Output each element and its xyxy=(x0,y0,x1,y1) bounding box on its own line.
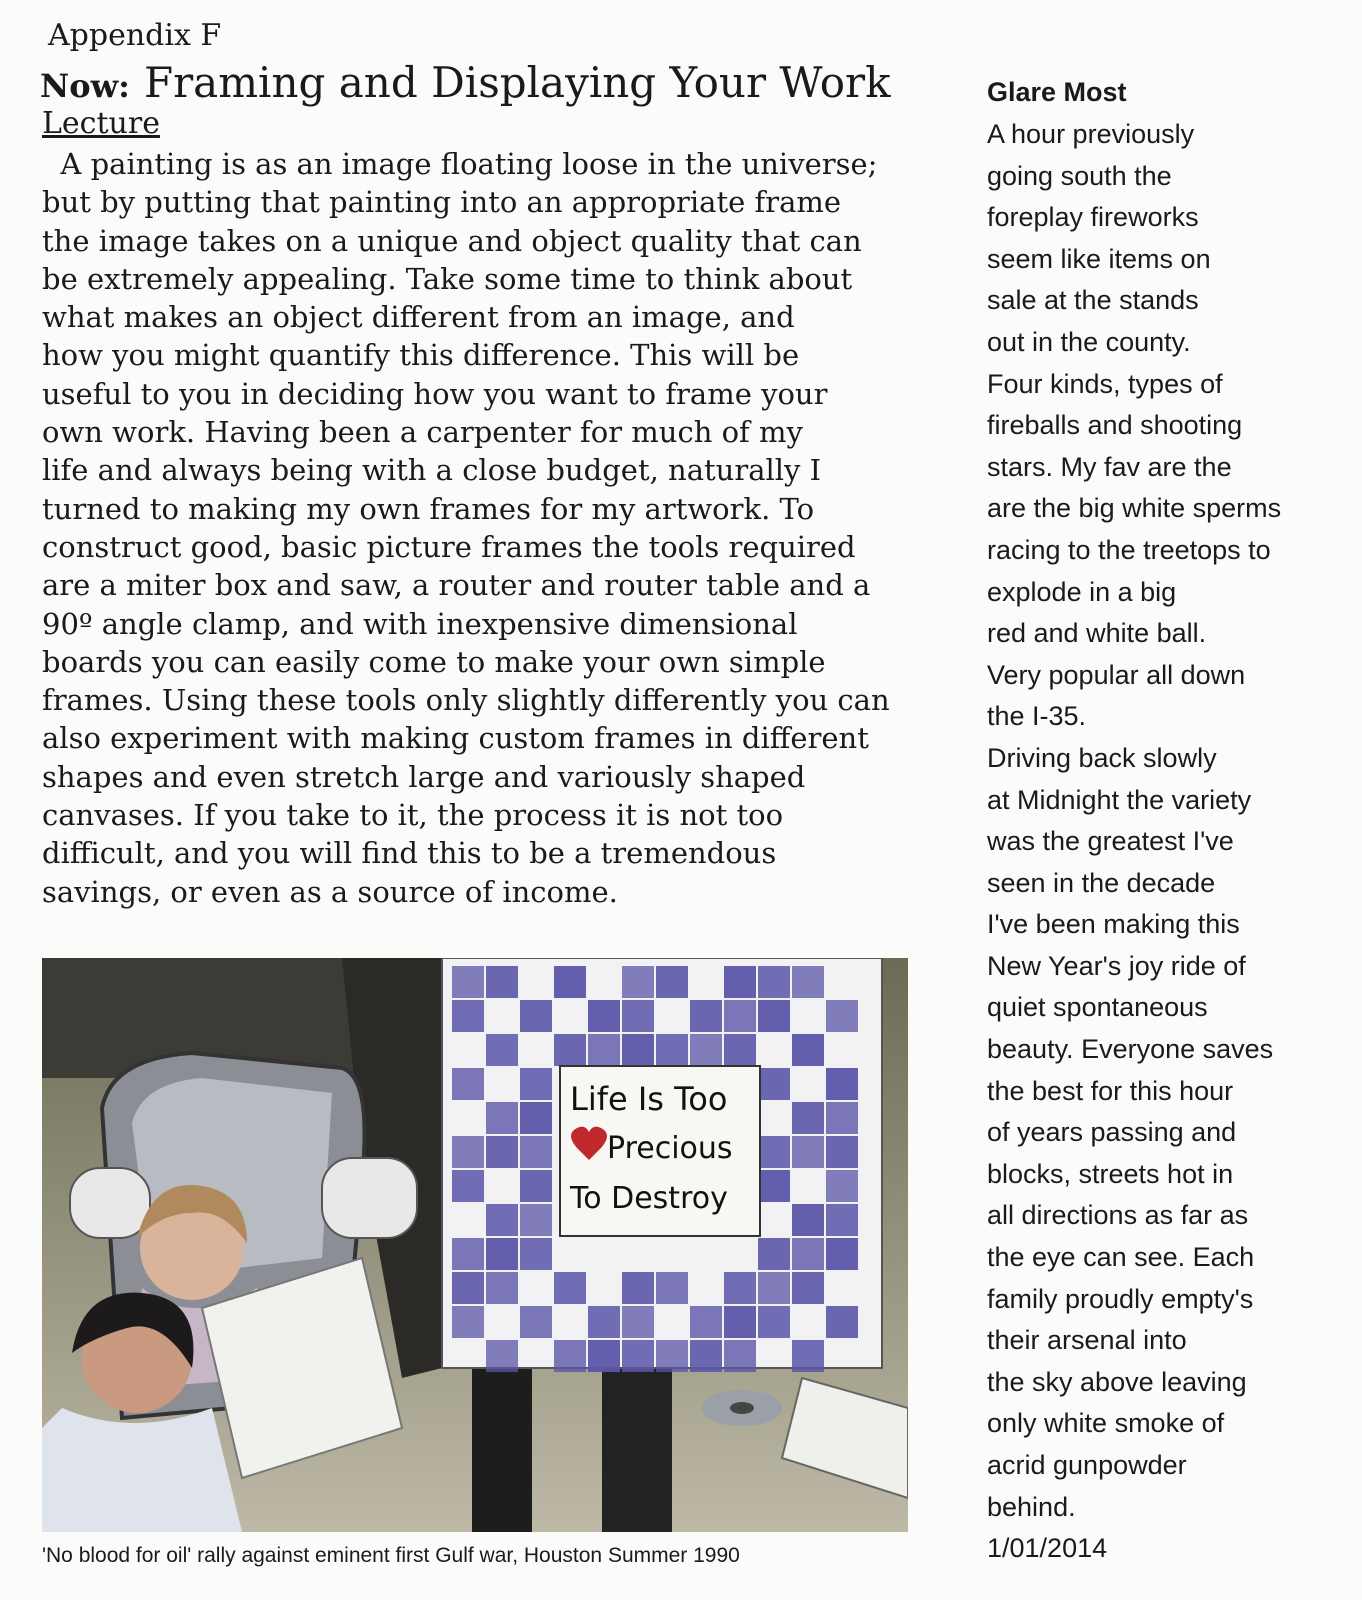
poem-line: sale at the stands xyxy=(987,285,1199,316)
lecture-line: difficult, and you will find this to be a tremendous xyxy=(42,836,777,871)
poem-line: foreplay fireworks xyxy=(987,202,1199,233)
poem-line: of years passing and xyxy=(987,1117,1237,1148)
poem-line: the sky above leaving xyxy=(987,1366,1247,1397)
poem-line: Four kinds, types of xyxy=(987,368,1223,399)
quilt-sign-line-2: Precious xyxy=(607,1131,733,1166)
poem-line: seem like items on xyxy=(987,243,1211,274)
poem-line: acrid gunpowder xyxy=(987,1450,1187,1480)
poem-line: all directions as far as xyxy=(987,1200,1249,1231)
poem-line: seen in the decade xyxy=(987,867,1216,898)
title-prefix: Now: xyxy=(40,67,130,105)
poem-line: explode in a big xyxy=(987,576,1177,607)
lecture-line: construct good, basic picture frames the tools required xyxy=(42,529,856,564)
poem-line: are the big white sperms xyxy=(987,493,1282,524)
lecture-body xyxy=(42,145,922,911)
lecture-line: are a miter box and saw, a router and router table and a xyxy=(42,568,871,603)
lecture-line: also experiment with making custom frames in different xyxy=(42,721,869,756)
poem-line: only white smoke of xyxy=(987,1408,1225,1439)
lecture-heading: Lecture xyxy=(42,106,160,141)
lecture-line: be extremely appealing. Take some time to think about xyxy=(42,261,853,296)
poem xyxy=(987,70,1347,1570)
rally-photo xyxy=(42,958,908,1532)
lecture-line: what makes an object different from an image, and xyxy=(42,300,795,335)
rally-photo-illustration xyxy=(42,958,908,1532)
lecture-line: savings, or even as a source of income. xyxy=(42,874,618,909)
lecture-line: the image takes on a unique and object quality that can xyxy=(42,223,862,258)
poem-line: A hour previously xyxy=(987,119,1195,149)
poem-line: quiet spontaneous xyxy=(987,992,1208,1023)
poem-line: their arsenal into xyxy=(987,1325,1187,1356)
photo-caption: 'No blood for oil' rally against eminent first Gulf war, Houston Summer 1990 xyxy=(42,1544,740,1567)
page-title xyxy=(40,58,891,107)
poem-line: stars. My fav are the xyxy=(987,451,1232,482)
poem-line: at Midnight the variety xyxy=(987,784,1252,815)
poem-line: 1/01/2014 xyxy=(987,1533,1108,1564)
lecture-line: canvases. If you take to it, the process it is not too xyxy=(42,798,784,833)
lecture-line: frames. Using these tools only slightly differently you can xyxy=(42,683,890,718)
poem-line: Driving back slowly xyxy=(987,742,1217,773)
poem-title: Glare Most xyxy=(987,77,1127,107)
quilt-sign-line-1: Life Is Too xyxy=(570,1080,728,1118)
quilt-sign-line-3: To Destroy xyxy=(570,1181,728,1216)
poem-line: racing to the treetops to xyxy=(987,534,1271,565)
lecture-line: A painting is as an image floating loose in the universe; xyxy=(42,147,878,181)
poem-line: was the greatest I've xyxy=(987,826,1234,857)
lecture-line: but by putting that painting into an appropriate frame xyxy=(42,185,842,220)
poem-line: blocks, streets hot in xyxy=(987,1158,1234,1189)
poem-line: out in the county. xyxy=(987,326,1191,357)
poem-line: family proudly empty's xyxy=(987,1283,1254,1314)
poem-line: I've been making this xyxy=(987,909,1240,940)
poem-line: behind. xyxy=(987,1491,1076,1522)
poem-line: red and white ball. xyxy=(987,618,1207,649)
lecture-line: how you might quantify this difference. This will be xyxy=(42,338,800,373)
poem-lines xyxy=(987,114,1347,1570)
poem-line: fireballs and shooting xyxy=(987,410,1243,441)
poem-line: the best for this hour xyxy=(987,1075,1234,1106)
lecture-line: 90º angle clamp, and with inexpensive dimensional xyxy=(42,606,798,641)
poem-line: going south the xyxy=(987,160,1172,191)
poem-line: Very popular all down xyxy=(987,659,1246,690)
lecture-line: life and always being with a close budget, naturally I xyxy=(42,453,822,488)
poem-line: beauty. Everyone saves xyxy=(987,1034,1274,1065)
lecture-line: shapes and even stretch large and variously shaped xyxy=(42,759,806,794)
lecture-line: boards you can easily come to make your own simple xyxy=(42,644,826,679)
appendix-label: Appendix F xyxy=(48,18,222,53)
poem-line: the I-35. xyxy=(987,701,1087,732)
lecture-line: useful to you in deciding how you want to frame your xyxy=(42,376,828,411)
lecture-line: own work. Having been a carpenter for much of my xyxy=(42,415,803,450)
poem-line: New Year's joy ride of xyxy=(987,950,1246,981)
lecture-line: turned to making my own frames for my artwork. To xyxy=(42,491,815,526)
poem-line: the eye can see. Each xyxy=(987,1242,1255,1273)
title-text: Framing and Displaying Your Work xyxy=(143,58,891,107)
